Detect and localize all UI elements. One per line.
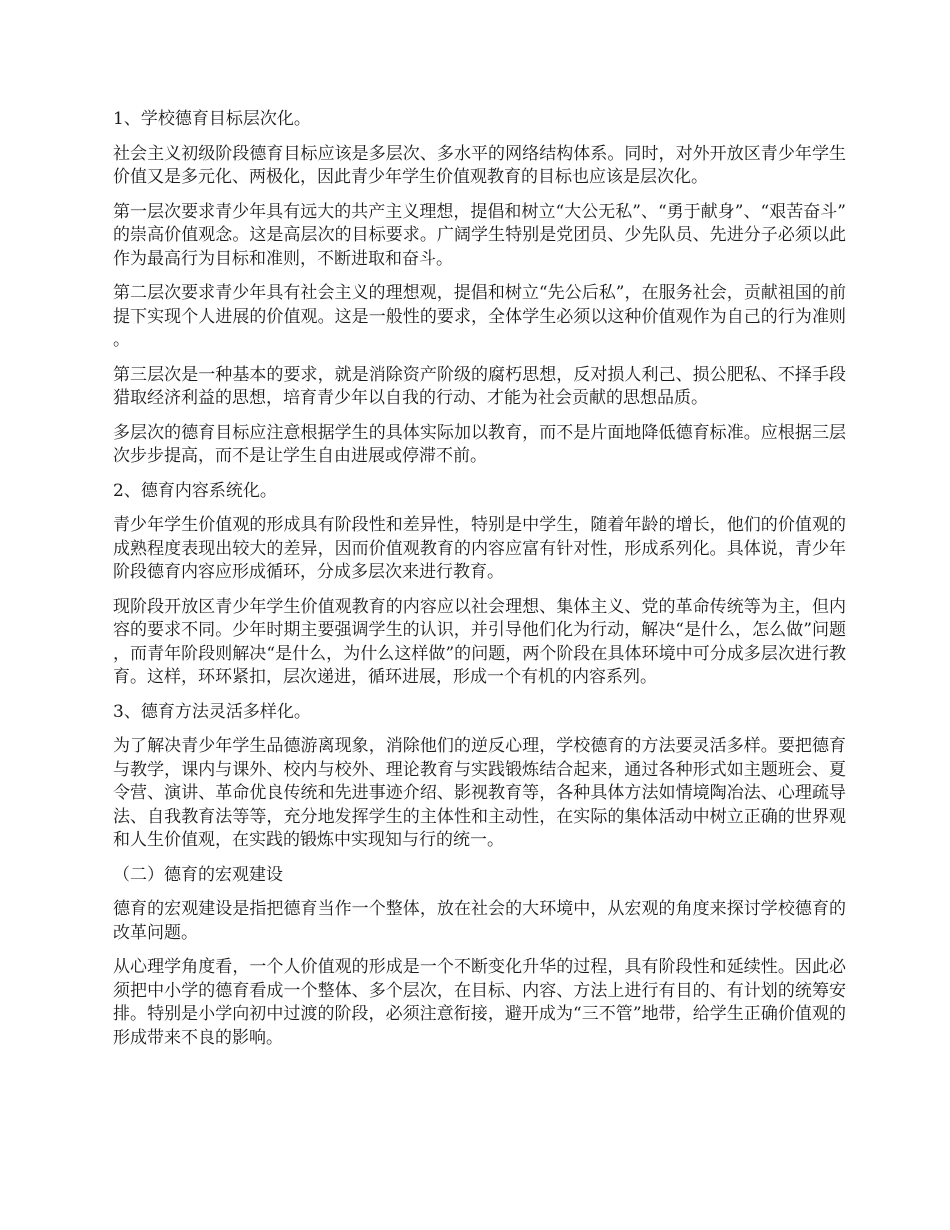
paragraph: 为了解决青少年学生品德游离现象，消除他们的逆反心理，学校德育的方法要灵活多样。要把德育与教学，课内与课外、校内与校外、理论教育与实践锻炼结合起来，通过各种形式如主题班会、夏令营、演讲、革命优良传统和先进事迹介绍、影视教育等，各种具体方法如情境陶冶法、心理疏导法、自我教育法等等，充分地发挥学生的主体性和主动性，在实际的集体活动中树立正确的世界观和人生价值观，在实践的锻炼中实现知与行的统一。: [113, 736, 846, 850]
paragraph: 多层次的德育目标应注意根据学生的具体实际加以教育，而不是片面地降低德育标准。应根据三层次步步提高，而不是让学生自由进展或停滞不前。: [113, 422, 846, 466]
section-heading-macro: （二）德育的宏观建设: [113, 864, 283, 885]
paragraph: 第一层次要求青少年具有远大的共产主义理想，提倡和树立“大公无私”、“勇于献身”、“艰苦奋斗”的崇高价值观念。这是高层次的目标要求。广阔学生特别是党团员、少先队员、先进分子必须以此作为最高行为目标和准则，不断进取和奋斗。: [113, 201, 846, 269]
paragraph: 德育的宏观建设是指把德育当作一个整体，放在社会的大环境中，从宏观的角度来探讨学校德育的改革问题。: [113, 899, 846, 943]
section-heading-2: 2、德育内容系统化。: [113, 480, 277, 501]
paragraph: 社会主义初级阶段德育目标应该是多层次、多水平的网络结构体系。同时，对外开放区青少年学生价值又是多元化、两极化，因此青少年学生价值观教育的目标也应该是层次化。: [113, 143, 846, 187]
paragraph: 青少年学生价值观的形成具有阶段性和差异性，特别是中学生，随着年龄的增长，他们的价值观的成熟程度表现出较大的差异，因而价值观教育的内容应富有针对性，形成系列化。具体说，青少年阶段德育内容应形成循环，分成多层次来进行教育。: [113, 515, 846, 582]
paragraph: 现阶段开放区青少年学生价值观教育的内容应以社会理想、集体主义、党的革命传统等为主，但内容的要求不同。少年时期主要强调学生的认识，并引导他们化为行动，解决“是什么，怎么做”问题，而青年阶段则解决“是什么，为什么这样做”的问题，两个阶段在具体环境中可分成多层次进行教育。这样，环环紧扣，层次递进，循环进展，形成一个有机的内容系列。: [113, 596, 846, 687]
section-heading-1: 1、学校德育目标层次化。: [113, 109, 311, 129]
paragraph: 第三层次是一种基本的要求，就是消除资产阶级的腐朽思想，反对损人利己、损公肥私、不择手段猎取经济利益的思想，培育青少年以自我的行动、才能为社会贡献的思想品质。: [113, 364, 846, 408]
paragraph: 第二层次要求青少年具有社会主义的理想观，提倡和树立“先公后私”，在服务社会，贡献祖国的前提下实现个人进展的价值观。这是一般性的要求，全体学生必须以这种价值观作为自己的行为准则。: [113, 283, 846, 350]
section-heading-3: 3、德育方法灵活多样化。: [113, 701, 311, 722]
document-page: [113, 108, 846, 1061]
paragraph: 从心理学角度看，一个人价值观的形成是一个不断变化升华的过程，具有阶段性和延续性。因此必须把中小学的德育看成一个整体、多个层次，在目标、内容、方法上进行有目的、有计划的统筹安排。特别是小学向初中过渡的阶段，必须注意衔接，避开成为“三不管”地带，给学生正确价值观的形成带来不良的影响。: [113, 957, 846, 1048]
